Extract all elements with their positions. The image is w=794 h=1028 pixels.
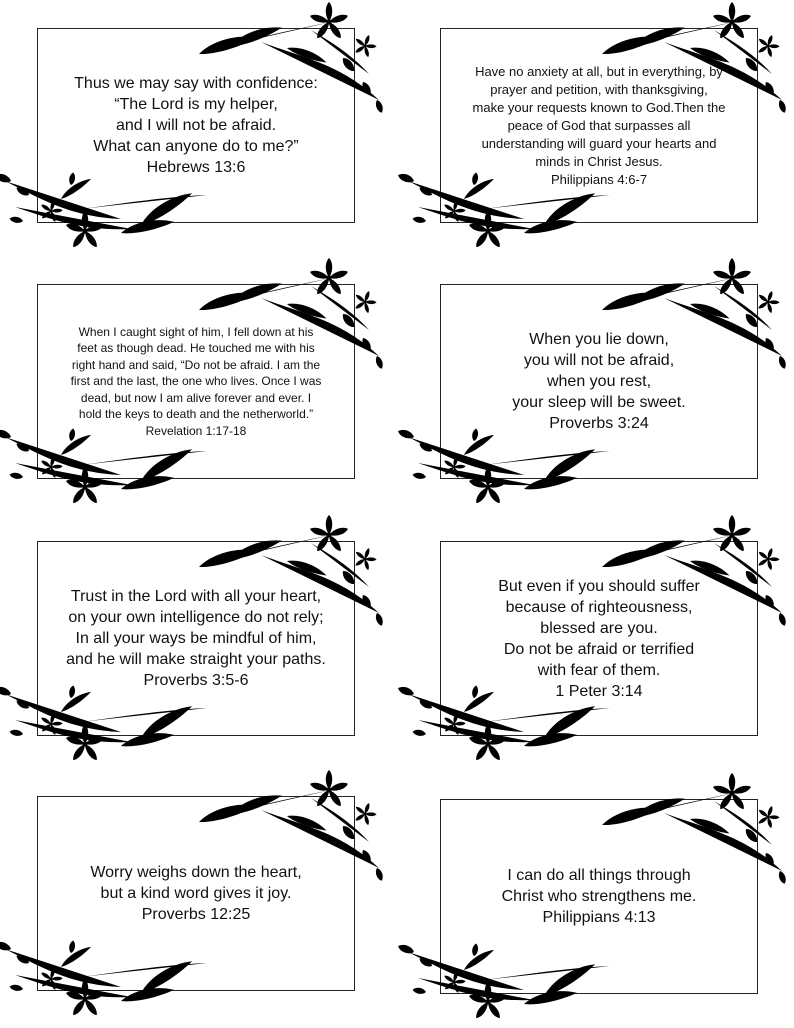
verse-reference: 1 Peter 3:14 xyxy=(555,682,643,700)
verse-line: Trust in the Lord with all your heart, xyxy=(70,588,322,605)
verse-line: Thus we may say with confidence: xyxy=(74,75,318,92)
verse-line: But even if you should suffer xyxy=(498,577,700,595)
verse-line: Do not be afraid or terrified xyxy=(503,640,695,658)
verse-line: when you rest, xyxy=(546,373,652,390)
verse-reference: Philippians 4:6-7 xyxy=(550,171,648,187)
verse-line: because of righteousness, xyxy=(505,598,693,616)
verse-reference: Revelation 1:17-18 xyxy=(145,423,247,438)
verse-line: and he will make straight your paths. xyxy=(66,651,326,668)
verse-card xyxy=(37,284,355,479)
verse-card xyxy=(440,541,758,736)
verse-line: hold the keys to death and the netherworld.” xyxy=(78,407,314,422)
verse-card xyxy=(440,28,758,223)
verse-card xyxy=(440,284,758,479)
verse-line: dead, but now I am alive forever and ever. I xyxy=(80,390,312,405)
verse-line: In all your ways be mindful of him, xyxy=(75,630,317,647)
verse-text xyxy=(448,541,750,736)
verse-text xyxy=(45,284,347,479)
verse-text xyxy=(448,284,750,479)
verse-line: prayer and petition, with thanksgiving, xyxy=(490,81,708,97)
verse-line: peace of God that surpasses all xyxy=(507,117,691,133)
verse-reference: Hebrews 13:6 xyxy=(146,159,246,176)
verse-line: Christ who strengthens me. xyxy=(501,888,697,905)
verse-line: make your requests known to God.Then the xyxy=(472,99,726,115)
verse-line: first and the last, the one who lives. Once I was xyxy=(70,374,322,389)
verse-card xyxy=(37,796,355,991)
verse-text xyxy=(448,799,750,994)
verse-line: When you lie down, xyxy=(529,331,669,348)
verse-text xyxy=(45,28,347,223)
verse-line: blessed are you. xyxy=(540,619,658,637)
verse-line: on your own intelligence do not rely; xyxy=(68,609,324,626)
verse-line: Worry weighs down the heart, xyxy=(90,864,302,881)
verse-line: and I will not be afraid. xyxy=(115,117,277,134)
verse-text xyxy=(45,796,347,991)
verse-line: you will not be afraid, xyxy=(523,352,675,369)
verse-line: minds in Christ Jesus. xyxy=(535,153,663,169)
verse-line: What can anyone do to me?” xyxy=(93,138,299,155)
verse-line: Have no anxiety at all, but in everything, by xyxy=(475,63,723,79)
verse-reference: Philippians 4:13 xyxy=(542,909,656,926)
verse-text xyxy=(45,541,347,736)
verse-line: but a kind word gives it joy. xyxy=(100,885,292,902)
verse-line: with fear of them. xyxy=(537,661,661,679)
verse-line: I can do all things through xyxy=(507,867,691,884)
verse-line: right hand and said, “Do not be afraid. I am the xyxy=(71,357,321,372)
verse-line: “The Lord is my helper, xyxy=(114,96,278,113)
verse-line: feet as though dead. He touched me with his xyxy=(77,341,315,356)
verse-line: understanding will guard your hearts and xyxy=(481,135,717,151)
verse-reference: Proverbs 3:5-6 xyxy=(143,672,249,689)
verse-line: When I caught sight of him, I fell down at his xyxy=(78,324,314,339)
verse-card xyxy=(37,28,355,223)
verse-card xyxy=(440,799,758,994)
verse-reference: Proverbs 3:24 xyxy=(549,415,649,432)
verse-reference: Proverbs 12:25 xyxy=(141,906,251,923)
verse-card xyxy=(37,541,355,736)
verse-text xyxy=(448,28,750,223)
verse-line: your sleep will be sweet. xyxy=(512,394,686,411)
